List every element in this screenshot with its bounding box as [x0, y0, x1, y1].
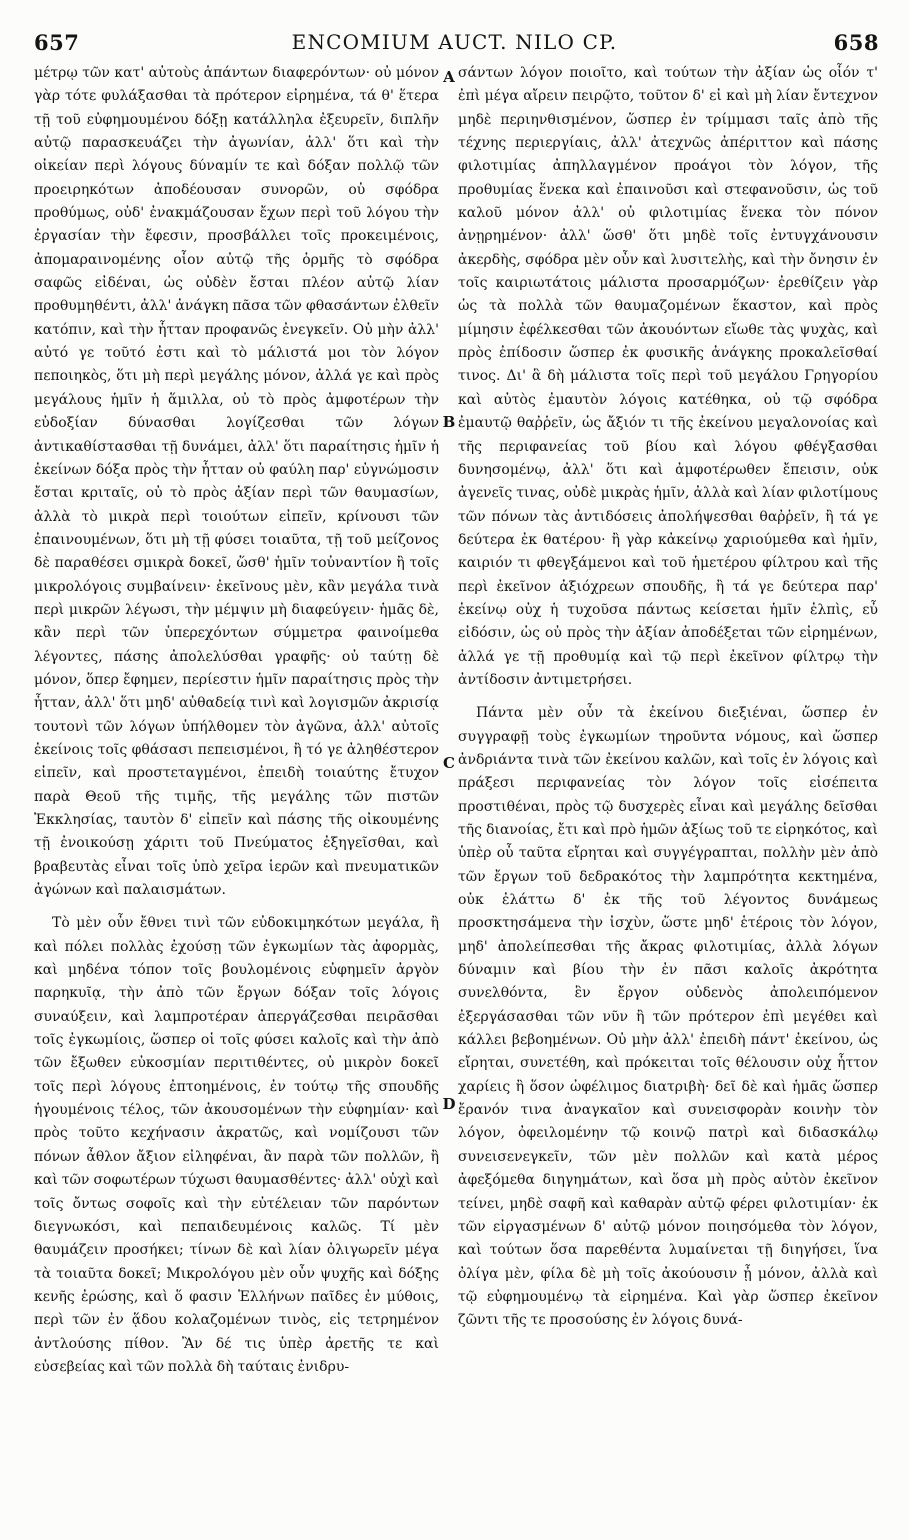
left-column-paragraph-1: μέτρῳ τῶν κατ' αὐτοὺς ἁπάντων διαφερόντων· οὐ μόνον γὰρ τότε φυλάξασθαι τὰ πρότερον εἰρημένα, τά θ' ἕτερα τῇ τοῦ εὐφημουμένου δόξῃ κατάλληλα ἐξευρεῖν, διπλῆν αὐτῷ παρασκευάζει τὴν ἀγωνίαν, ἀλλ' ὅτι καὶ τὴν οἰκείαν περὶ λόγους δύναμίν τε καὶ δόξαν πολλῷ τῶν προειρηκότων ἀποδέουσαν συνορῶν, οὐ σφόδρα προθύμως, οὐδ' ἐνακμάζουσαν ἔχων περὶ τοῦ λόγου τὴν ἐργασίαν τὴν ἔφεσιν, προσβάλλει τοῖς προκειμένοις, ἀπομαραινομένης οἷον αὐτῷ τῆς ὁρμῆς τὸ σφόδρα σαφῶς εἰδέναι, ὡς οὐδὲν ἔσται πλέον αὐτῷ λίαν προθυμηθέντι, ἀλλ' ἀνάγκη πᾶσα τῶν φθασάντων ἐλθεῖν κατόπιν, καὶ τὴν ἧτταν προφανῶς ἐνεγκεῖν. Οὐ μὴν ἀλλ' αὐτό γε τοῦτό ἐστι καὶ τὸ μάλιστά μοι τὸν λόγον πεποιηκὸς, ὅτι μὴ περὶ μεγάλης μόνον, ἀλλά γε καὶ πρὸς μεγάλους ἡμῖν ἡ ἅμιλλα, οὐ τὸ πρὸς ἀμφοτέρων τὴν εὐδοξίαν δύνασθαι λογίζεσθαι τῶν λόγων ἀντικαθίστασθαι τῇ δυνάμει, ἀλλ' ὅτι παραίτησις ἡμῖν ἡ ἐκείνων δόξα πρὸς τὴν ἧτταν οὐ φαύλη παρ' εὐγνώμοσιν ἔσται κριταῖς, οὐ τὸ πρὸς ἀξίαν περὶ τῶν θαυμασίων, ἀλλὰ τὸ μικρὰ περὶ τοιούτων εἰπεῖν, κρίνουσι τῶν ἐπαινουμένων, ὅτι μὴ τῇ φύσει τοιαῦτα, τῇ τοῦ μείζονος δὲ παραθέσει σμικρὰ δοκεῖ, ὥσθ' ἡμῖν τοὐναντίον ἢ τοῖς μικρολόγοις συμβαίνειν· ἐκεῖνους μὲν, κἂν μεγάλα τινὰ περὶ μικρῶν λέγωσι, τὴν μέμψιν μὴ διαφεύγειν· ἡμᾶς δὲ, κἂν περὶ τῶν ὑπερεχόντων σύμμετρα φαινοίμεθα λέγοντες, πάσης ἀπολελύσθαι γραφῆς· οὐ ταύτῃ δὲ μόνον, ὅπερ ἔφημεν, περίεστιν ἡμῖν παραίτησις πρὸς τὴν ἧτταν, ἀλλ' ὅτι μηδ' αὐθαδείᾳ τινὶ καὶ λογισμῶν ἀκρισίᾳ τουτονὶ τῶν λόγων ὑπήλθομεν τὸν ἀγῶνα, ἀλλ' αὐτοῖς ἐκείνοις τοῖς φθάσασι πεπεισμένοι, ἢ τό γε ἀληθέστερον εἰπεῖν, καὶ προστεταγμένοι, ἐπειδὴ τοιαύτης ἔτυχον παρὰ Θεοῦ τῆς τιμῆς, τῆς μεγάλης τῶν πιστῶν Ἐκκλησίας, ταυτὸν δ' εἰπεῖν καὶ πάσης τῆς οἰκουμένης τῇ ἐνοικούσῃ χάριτι τοῦ Πνεύματος ἐξηγεῖσθαι, καὶ βραβευτὰς εἶναι τοῖς ὑπὸ χεῖρα ἱερῶν καὶ πνευματικῶν ἀγώνων καὶ παλαισμάτων. — [34, 65, 439, 899]
section-marker-d: D — [442, 1095, 456, 1113]
right-column-paragraph-2: Πάντα μὲν οὖν τὰ ἐκείνου διεξιέναι, ὥσπερ ἐν συγγραφῇ τοὺς ἐγκωμίων τηροῦντα νόμους, καὶ ὥσπερ ἀνδριάντα τινὰ τῶν ἐκείνου καλῶν, καὶ τοῖς ἐν λόγοις καὶ πράξεσι περιφανείας τὸν λόγον τοῖς εἰσέπειτα προστιθέναι, πρὸς τῷ δυσχερὲς εἶναι καὶ μεγάλης δεῖσθαι τῆς διανοίας, ἔτι καὶ πρὸ ἡμῶν ἀξίως τοῦ τε εἰρηκότος, καὶ ὑπὲρ οὗ ταῦτα εἴρηται καὶ συγγέγραπται, πολλὴν μὲν ἀπὸ τῶν ἔργων τοῦ δεδρακότος τὴν λαμπρότητα κεκτημένα, οὐκ ἐλάττω δ' ἐκ τῆς τοῦ λέγοντος δυνάμεως προσκτησάμενα τὴν ἰσχὺν, ὥστε μηδ' ἑτέροις τὸν λόγον, μηδ' ἀπολείπεσθαι τῆς ἄκρας φιλοτιμίας, ἀλλὰ λόγων δύναμιν καὶ βίου τὴν ἐν πᾶσι καλοῖς ἀκρότητα συνελθόντα, ἓν ἔργον οὐδενὸς ἀπολειπόμενον ἐξεργάσασθαι τῶν νῦν ἢ τῶν πρότερον ἐπὶ μεγέθει καὶ κάλλει βεβοημένων. Οὐ μὴν ἀλλ' ἐπειδὴ πάντ' ἐκείνου, ὡς εἴρηται, συνετέθη, καὶ πρόκειται τοῖς θέλουσιν οὐχ ἧττον χαρίεις ἢ ὅσον ὠφέλιμος διατριβὴ· δεῖ δὲ καὶ ἡμᾶς ὥσπερ ἔρανόν τινα ἀναγκαῖον καὶ συνεισφορὰν κοινὴν τὸν λόγον, ὀφειλομένην τῷ κοινῷ πατρὶ καὶ διδασκάλῳ συνεισενεγκεῖν, τῶν μὲν πολλῶν καὶ κατὰ μέρος ἀφεξόμεθα διηγημάτων, καὶ ὅσα μὴ πρὸς αὐτὸν ἐκεῖνον τείνει, μηδὲ σαφῆ καὶ καθαρὰν αὐτῷ φέρει φιλοτιμίαν· ἐκ τῶν εἰργασμένων δ' αὐτῷ μόνον ποιησόμεθα τὸν λόγον, καὶ τούτων ὅσα παρεθέντα λυμαίνεται τῇ διηγήσει, ἵνα ὀλίγα μὲν, φίλα δὲ μὴ τοῖς ἀκούουσιν ᾖ μόνον, ἀλλὰ καὶ τῷ εὐφημουμένῳ τὰ εἰρημένα. Καὶ γὰρ ὥσπερ ἐκεῖνον ζῶντι τῆς τε προσούσης ἐν λόγοις δυνά- — [458, 705, 878, 1329]
page-number-right: 658 — [833, 30, 879, 55]
left-column-paragraph-2: Τὸ μὲν οὖν ἔθνει τινὶ τῶν εὐδοκιμηκότων μεγάλα, ἢ καὶ πόλει πολλὰς ἐχούσῃ τῶν ἐγκωμίων τὰς ἀφορμὰς, καὶ μηδένα τόπον τοῖς βουλομένοις εὐφημεῖν ἀργὸν παρηκυῖᾳ, τὴν ἀπὸ τῶν ἔργων δόξαν τοῖς λόγοις συναύξειν, καὶ λαμπροτέραν ἀπεργάζεσθαι πειρᾶσθαι τοῖς ἐγκωμίοις, ὥσπερ οἱ τοῖς φύσει καλοῖς καὶ τὴν ἀπὸ τῶν ἔξωθεν εὐκοσμίαν περιτιθέντες, οὐ μικρὸν δοκεῖ τοῖς περὶ λόγους ἐπτοημένοις, ἐν τούτῳ τῆς σπουδῆς ἡγουμένοις τέλος, τῶν ἀκουσομένων τὴν εὐφημίαν· καὶ πρὸς τοῦτο κεχήνασιν ἀκρατῶς, καὶ νομίζουσι τῶν πόνων ἆθλον ἄξιον εἰληφέναι, ἂν παρὰ τῶν πολλῶν, ἢ καὶ τῶν σοφωτέρων τύχωσι θαυμασθέντες· ἀλλ' οὐχὶ καὶ τοῖς ὄντως σοφοῖς καὶ τὴν εὐτέλειαν τῶν παρόντων διεγνωκόσι, καὶ πεπαιδευμένοις καλῶς. Τί μὲν θαυμάζειν προσήκει; τίνων δὲ καὶ λίαν ὀλιγωρεῖν μέγα τὰ τοιαῦτα δοκεῖ; Μικρολόγου μὲν οὖν ψυχῆς καὶ δόξης κενῆς ἐρώσης, καὶ ὅ φασιν Ἑλλήνων παῖδες ἐν μύθοις, περὶ τῶν ἐν ᾅδου κολαζομένων τινὸς, εἰς τετρημένον ἀντλούσης πίθον. Ἂν δέ τις ὑπὲρ ἀρετῆς τε καὶ εὐσεβείας καὶ τῶν πολλὰ δὴ ταύταις ἐνιδρυ- — [34, 915, 439, 1375]
section-marker-a: A — [443, 68, 455, 86]
left-column — [34, 62, 439, 1379]
running-title: ENCOMIUM AUCT. NILO CP. — [291, 30, 618, 54]
running-header — [0, 30, 909, 56]
page-number-left: 657 — [34, 30, 80, 55]
right-column — [458, 62, 878, 1333]
right-column-paragraph-1: σάντων λόγον ποιοῖτο, καὶ τούτων τὴν ἀξίαν ὡς οἷόν τ' ἐπὶ μέγα αἴρειν πειρῷτο, τοῦτον δ' εἰ καὶ μὴ λίαν ἔντεχνον μηδὲ περιηνθισμένον, ὥσπερ ἐν τρίμμασι ταῖς ἀπὸ τῆς τέχνης περιεργίαις, ἀλλ' ἀτεχνῶς ἀπέριττον καὶ πάσης φιλοτιμίας ἀπηλλαγμένον προάγοι τὸν λόγον, τῆς προθυμίας ἕνεκα καὶ ἐπαινοῦσι καὶ στεφανοῦσιν, ὡς τοῦ καλοῦ μόνον ἀλλ' οὐ φιλοτιμίας ἕνεκα τὸν πόνον ἀνῃρημένον· ἀλλ' ὥσθ' ὅτι μηδὲ τοῖς ἐντυγχάνουσιν ἀκερδὴς, σφόδρα μὲν οὖν καὶ λυσιτελὴς, καὶ τὴν ὄνησιν ἐν τοῖς καιριωτάτοις μάλιστα προσαρμόζων· ἐρεθίζειν γὰρ ὡς τὰ πολλὰ τῶν θαυμαζομένων ἕκαστον, καὶ πρὸς μίμησιν ἐφέλκεσθαι τῶν ἀκουόντων εἴωθε τὰς ψυχὰς, καὶ πρὸς ἐπίδοσιν ὥσπερ ἐκ φυσικῆς ἀνάγκης προκαλεῖσθαί τινος. Δι' ἃ δὴ μάλιστα τοῖς περὶ τοῦ μεγάλου Γρηγορίου καὶ αὐτὸς ἐμαυτὸν λόγοις κατέθηκα, οὐ τῷ σφόδρα ἐμαυτῷ θαῤῥεῖν, ὡς ἄξιόν τι τῆς ἐκείνου μεγαλονοίας καὶ τῆς περιφανείας τοῦ βίου καὶ λόγου φθέγξασθαι δυνησομένῳ, ἀλλ' ὅτι καὶ ἀμφοτέρωθεν ἔπεισιν, οὐκ ἀγενεῖς τινας, οὐδὲ μικρὰς ἡμῖν, ἀλλὰ καὶ λίαν φιλοτίμους τῶν πόνων τὰς ἀντιδόσεις ἀπολήψεσθαι θαῤῥεῖν, ἢ τά γε δεύτερα ἐκ θατέρου· ἢ γὰρ κἀκείνῳ χαριούμεθα καὶ ἡμῖν, καιριόν τι φθεγξάμενοι καὶ τοῦ ἡμετέρου φίλτρου καὶ τῆς περὶ ἐκεῖνον ἀξιόχρεων σπουδῆς, ἢ τά γε δεύτερα παρ' ἐκείνῳ οὐχ ἡ τυχοῦσα πάντως κείσεται ἡμῖν ἐλπὶς, εὖ εἰδόσιν, ὡς οὐ πρὸς τὴν ἀξίαν ἀποδέξεται τῶν εἰρημένων, ἀλλά γε τῇ προθυμίᾳ καὶ τῷ περὶ ἐκεῖνον φίλτρῳ τὴν ἀντίδοσιν ἀντιμετρήσει. — [458, 65, 878, 688]
section-marker-c: C — [443, 754, 455, 772]
section-marker-b: B — [442, 413, 456, 431]
